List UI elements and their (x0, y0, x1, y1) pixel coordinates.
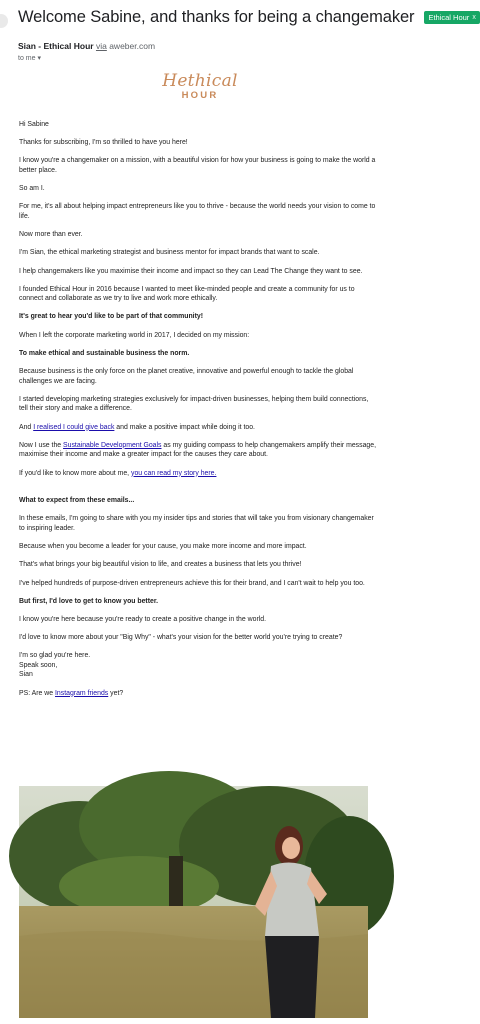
text-span: If you'd like to know more about me, (19, 469, 132, 477)
sender-row (18, 41, 155, 51)
email-paragraph-bold (19, 312, 379, 322)
email-paragraph: When I left the corporate marketing world in 2017, I decided on my mission: (19, 331, 250, 339)
give-back-link[interactable]: I realised I could give back (33, 423, 115, 431)
logo-word: HOUR (181, 90, 219, 101)
email-ps (19, 689, 379, 699)
read-story-link[interactable]: you can read my story here. (131, 469, 217, 477)
label-badge-text: Ethical Hour (428, 12, 470, 22)
signoff-line: Sian (19, 671, 33, 679)
label-remove-icon[interactable]: x (472, 13, 476, 21)
email-paragraph: Because when you become a leader for your cause, you make more income and more impact. (19, 543, 307, 551)
instagram-link[interactable]: Instagram friends (55, 689, 109, 697)
email-paragraph: I'm Sian, the ethical marketing strategist and business mentor for impact brands that want to scale. (19, 249, 320, 257)
email-paragraph: I started developing marketing strategies exclusively for impact-driven businesses, helping them build connections, tell their story and make a difference. (19, 395, 369, 413)
label-badge[interactable] (424, 11, 479, 24)
text-span: as my guiding compass to help changemakers amplify their message, maximise their income and make a greater impact for the causes they care about. (19, 441, 376, 459)
email-paragraph: I'd love to know more about your "Big Why" - what's your vision for the better world you're trying to create? (19, 634, 343, 642)
email-paragraph: In these emails, I'm going to share with you my insider tips and stories that will take you from visionary changemaker to inspiring leader. (19, 515, 374, 532)
email-paragraph: Now more than ever. (19, 231, 83, 239)
bold-text: But first, I'd love to get to know you better. (19, 597, 159, 605)
email-body (19, 120, 379, 707)
email-paragraph: That's what brings your big beautiful vision to life, and creates a business that lets you thrive! (19, 561, 302, 569)
email-paragraph: I help changemakers like you maximise their income and impact so they can Lead The Change they want to see. (19, 267, 363, 275)
chevron-down-icon[interactable]: ▾ (37, 55, 41, 62)
text-span: yet? (108, 689, 124, 697)
bold-text: What to expect from these emails... (19, 497, 135, 505)
sender-via (96, 41, 155, 51)
email-paragraph: So am I. (19, 185, 45, 193)
email-subject: Welcome Sabine, and thanks for being a changemaker (18, 7, 415, 26)
sdg-link[interactable]: Sustainable Development Goals (63, 441, 162, 449)
email-paragraph: For me, it's all about helping impact entrepreneurs like you to thrive - because the world needs your vision to come to life. (19, 203, 376, 220)
email-greeting: Hi Sabine (19, 121, 49, 128)
via-label: via (95, 41, 107, 51)
via-domain: aweber.com (109, 41, 156, 51)
text-span: and make a positive impact while doing it too. (114, 423, 255, 431)
recipient-label: to me (18, 55, 36, 62)
text-span: And (19, 423, 34, 431)
text-span: PS: Are we (19, 689, 56, 697)
email-signoff (19, 651, 379, 680)
email-paragraph: Thanks for subscribing, I'm so thrilled to have you here! (19, 139, 188, 147)
email-paragraph: I know you're here because you're ready to create a positive change in the world. (19, 615, 267, 623)
email-paragraph-bold (19, 597, 379, 607)
email-paragraph: I founded Ethical Hour in 2016 because I wanted to meet like-minded people and create a community for us to connect and collaborate as we try to live and work more ethically. (19, 285, 355, 303)
recipient-row[interactable] (18, 54, 41, 62)
bold-text: It's great to hear you'd like to be part of that community! (19, 313, 203, 321)
email-paragraph: Because business is the only force on the planet creative, innovative and powerful enough to tackle the global challenges we are facing. (19, 368, 354, 385)
bold-text: To make ethical and sustainable business the norm. (19, 349, 190, 357)
email-paragraph (19, 469, 379, 479)
sender-name[interactable]: Sian - Ethical Hour (18, 41, 94, 51)
text-span: Now I use the (19, 441, 64, 449)
brand-logo (160, 72, 240, 112)
back-button[interactable] (0, 14, 8, 28)
email-subject-row (18, 6, 476, 28)
email-paragraph (19, 441, 379, 460)
email-paragraph: I've helped hundreds of purpose-driven entrepreneurs achieve this for their brand, and I can't wait to help you too. (19, 579, 365, 587)
signoff-line: I'm so glad you're here. (19, 652, 91, 660)
email-paragraph-bold (19, 349, 379, 359)
signoff-line: Speak soon, (19, 661, 58, 669)
email-paragraph: I know you're a changemaker on a mission, with a beautiful vision for how your business is going to make the world a better place. (19, 157, 376, 174)
section-heading (19, 496, 379, 506)
email-paragraph (19, 423, 379, 433)
photo-illustration (19, 786, 368, 1018)
portrait-photo (19, 786, 368, 1018)
logo-script: Hethical (162, 71, 238, 91)
